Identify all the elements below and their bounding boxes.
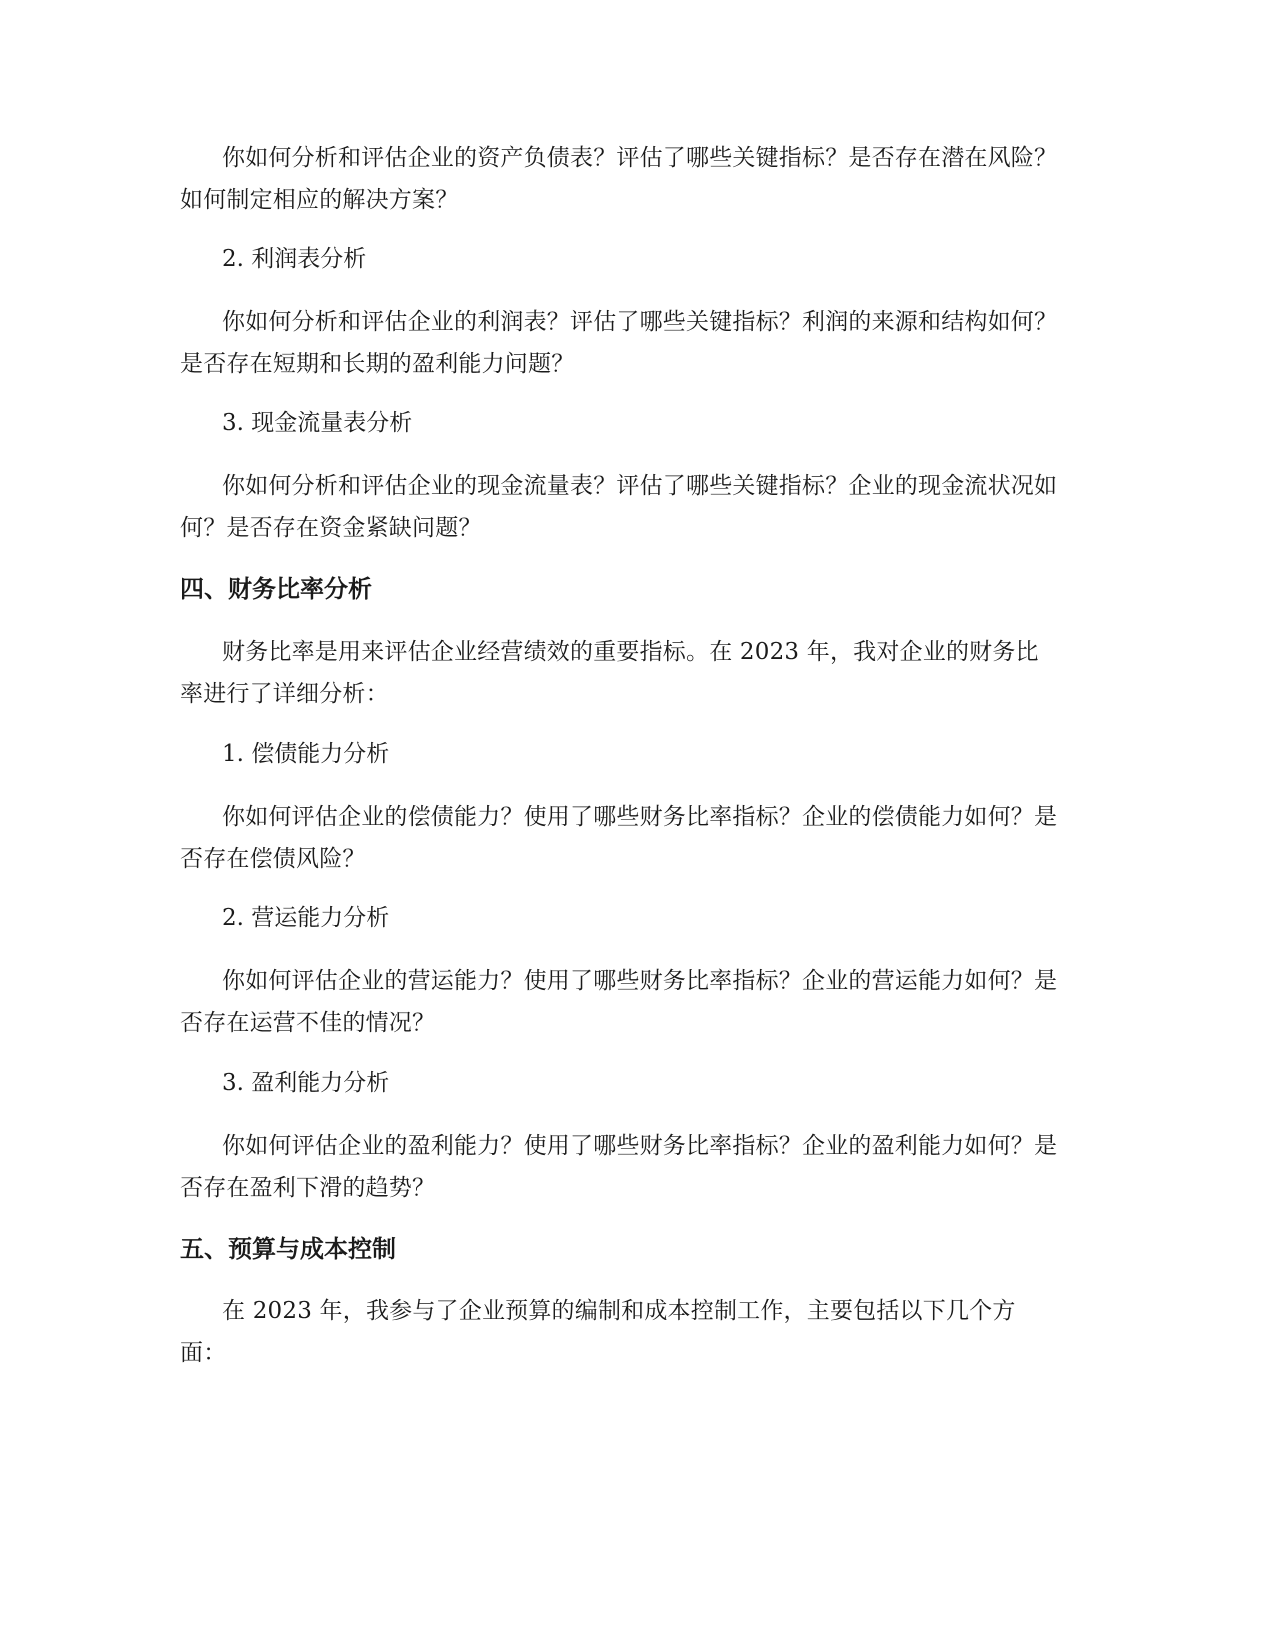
section-heading-budget-cost: 五、预算与成本控制 bbox=[180, 1235, 396, 1263]
subheading-solvency: 1. 偿债能力分析 bbox=[222, 741, 390, 767]
paragraph-solvency: 你如何评估企业的偿债能力？使用了哪些财务比率指标？企业的偿债能力如何？是否存在偿债风险？ bbox=[180, 804, 1058, 872]
paragraph-budget-intro: 在 2023 年，我参与了企业预算的编制和成本控制工作，主要包括以下几个方面： bbox=[180, 1298, 1016, 1366]
subheading-cash-flow: 3. 现金流量表分析 bbox=[222, 410, 413, 436]
paragraph-income-statement: 你如何分析和评估企业的利润表？评估了哪些关键指标？利润的来源和结构如何？是否存在短期和长期的盈利能力问题？ bbox=[180, 309, 1058, 377]
paragraph-balance-sheet: 你如何分析和评估企业的资产负债表？评估了哪些关键指标？是否存在潜在风险？如何制定相应的解决方案？ bbox=[180, 145, 1058, 213]
section-heading-ratio-analysis: 四、财务比率分析 bbox=[180, 575, 372, 603]
subheading-operating: 2. 营运能力分析 bbox=[222, 905, 390, 931]
paragraph-operating: 你如何评估企业的营运能力？使用了哪些财务比率指标？企业的营运能力如何？是否存在运营不佳的情况？ bbox=[180, 968, 1058, 1036]
subheading-income-statement: 2. 利润表分析 bbox=[222, 246, 367, 272]
paragraph-profitability: 你如何评估企业的盈利能力？使用了哪些财务比率指标？企业的盈利能力如何？是否存在盈利下滑的趋势？ bbox=[180, 1133, 1058, 1201]
subheading-profitability: 3. 盈利能力分析 bbox=[222, 1070, 390, 1096]
paragraph-ratio-intro: 财务比率是用来评估企业经营绩效的重要指标。在 2023 年，我对企业的财务比率进行了详细分析： bbox=[180, 639, 1039, 707]
paragraph-cash-flow: 你如何分析和评估企业的现金流量表？评估了哪些关键指标？企业的现金流状况如何？是否存在资金紧缺问题？ bbox=[180, 473, 1058, 541]
